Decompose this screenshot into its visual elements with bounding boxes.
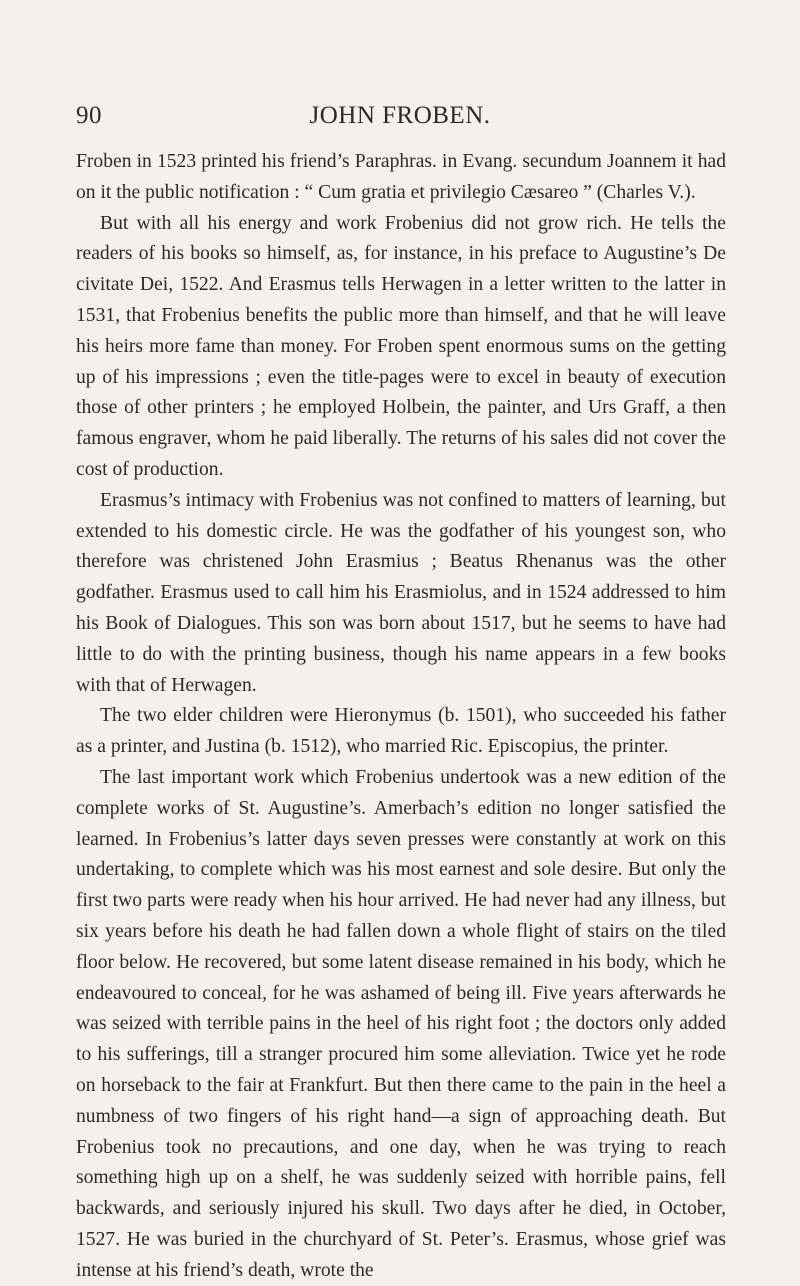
- body-text: [76, 147, 726, 1286]
- page-number: 90: [76, 102, 102, 129]
- paragraph: The two elder children were Hieronymus (b. 1501), who succeeded his father as a printer, and Justina (b. 1512), who married Ric. Episcopius, the printer.: [76, 705, 726, 758]
- paragraph: Erasmus’s intimacy with Frobenius was not confined to matters of learning, but extended to his domestic circle. He was the godfather of his youngest son, who therefore was christened John Erasmius ; Beatus Rhenanus was the other godfather. Erasmus used to call him his Erasmiolus, and in 1524 addressed to him his Book of Dialogues. This son was born about 1517, but he seems to have had little to do with the printing business, though his name appears in a few books with that of Herwagen.: [76, 489, 726, 696]
- paragraph: Froben in 1523 printed his friend’s Paraphras. in Evang. secundum Joannem it had on it the public notification : “ Cum gratia et privilegio Cæsareo ” (Charles V.).: [76, 151, 726, 203]
- paragraph: But with all his energy and work Frobenius did not grow rich. He tells the readers of his books so himself, as, for instance, in his preface to Augustine’s De civitate Dei, 1522. And Erasmus tells Herwagen in a letter written to the latter in 1531, that Frobenius benefits the public more than himself, and that he will leave his heirs more fame than money. For Froben spent enormous sums on the getting up of his impressions ; even the title-pages were to excel in beauty of execution those of other printers ; he employed Holbein, the painter, and Urs Graff, a then famous engraver, whom he paid liberally. The returns of his sales did not cover the cost of production.: [76, 212, 726, 480]
- running-title: JOHN FROBEN.: [309, 102, 491, 129]
- running-head: [76, 96, 724, 136]
- paragraph: The last important work which Frobenius undertook was a new edition of the complete works of St. Augustine’s. Amerbach’s edition no longer satisfied the learned. In Frobenius’s latter days seven presses were constantly at work on this undertaking, to complete which was his most earnest and sole desire. But only the first two parts were ready when his hour arrived. He had never had any illness, but six years before his death he had fallen down a whole flight of stairs on the tiled floor below. He recovered, but some latent disease remained in his body, which he endeavoured to conceal, for he was ashamed of being ill. Five years afterwards he was seized with terrible pains in the heel of his right foot ; the doctors only added to his sufferings, till a stranger procured him some alleviation. Twice yet he rode on horseback to the fair at Frankfurt. But then there came to the pain in the heel a numbness of two fingers of his right hand—a sign of approaching death. But Frobenius took no precautions, and one day, when he was trying to reach something high up on a shelf, he was suddenly seized with horrible pains, fell backwards, and seriously injured his skull. Two days after he died, in October, 1527. He was buried in the churchyard of St. Peter’s. Erasmus, whose grief was intense at his friend’s death, wrote the: [76, 766, 726, 1281]
